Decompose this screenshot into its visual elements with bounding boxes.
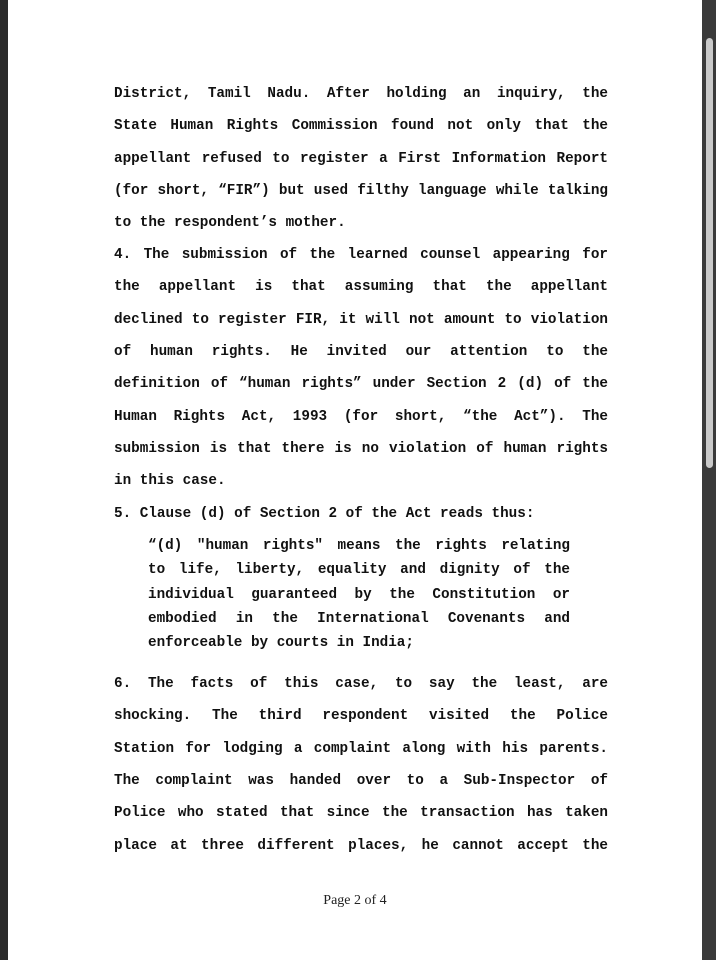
text-line: of human rights. He invited our attention to the xyxy=(114,343,608,360)
text-line: 6. The facts of this case, to say the least, are xyxy=(114,676,608,692)
quote-line: to life, liberty, equality and dignity of the xyxy=(148,562,570,579)
text-line: submission is that there is no violation of human rights xyxy=(114,440,608,457)
text-line: appellant refused to register a First Information Report xyxy=(114,150,608,167)
text-line: Police who stated that since the transaction has taken xyxy=(114,805,608,822)
quote-line: enforceable by courts in India; xyxy=(148,635,414,652)
text-line: The complaint was handed over to a Sub-Inspector of xyxy=(114,772,608,789)
text-line: to the respondent’s mother. xyxy=(114,215,346,232)
quote-line: “(d) "human rights" means the rights relating xyxy=(148,538,570,554)
quote-line: individual guaranteed by the Constitution or xyxy=(148,586,570,603)
text-line: place at three different places, he cannot accept the xyxy=(114,837,608,854)
text-line: Station for lodging a complaint along with his parents. xyxy=(114,740,608,757)
text-line: in this case. xyxy=(114,473,226,490)
text-line: District, Tamil Nadu. After holding an inquiry, the xyxy=(114,86,608,102)
text-line: (for short, “FIR”) but used filthy language while talking xyxy=(114,182,608,199)
quote-line: embodied in the International Covenants and xyxy=(148,610,570,627)
text-line: 4. The submission of the learned counsel appearing for xyxy=(114,247,608,263)
vertical-scrollbar[interactable] xyxy=(702,0,716,960)
text-line: shocking. The third respondent visited the Police xyxy=(114,708,608,725)
text-line: declined to register FIR, it will not amount to violation xyxy=(114,311,608,328)
text-line: definition of “human rights” under Section 2 (d) of the xyxy=(114,376,608,393)
text-line: Human Rights Act, 1993 (for short, “the Act”). The xyxy=(114,408,608,425)
text-line: 5. Clause (d) of Section 2 of the Act reads thus: xyxy=(114,506,535,522)
text-line: the appellant is that assuming that the appellant xyxy=(114,279,608,296)
text-line: State Human Rights Commission found not only that the xyxy=(114,118,608,135)
scrollbar-thumb[interactable] xyxy=(706,38,713,468)
document-page xyxy=(8,0,702,960)
page-number: Page 2 of 4 xyxy=(323,893,387,908)
